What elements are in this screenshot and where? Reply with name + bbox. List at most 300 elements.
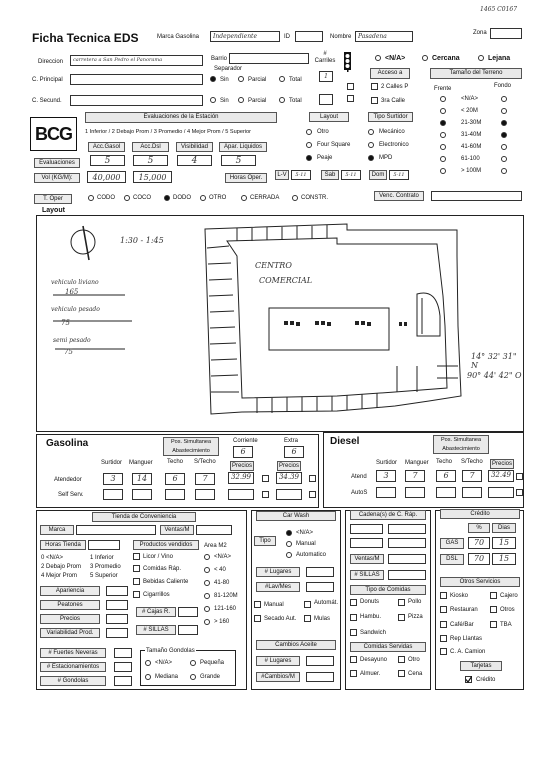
self-precio-1-field[interactable] <box>228 489 254 500</box>
self-manguer-field[interactable] <box>132 489 152 500</box>
lv-button[interactable]: L-V <box>275 170 289 180</box>
fuertes-neveras-field[interactable] <box>114 648 132 658</box>
restauran-label: Restauran <box>450 607 478 613</box>
gas-stecho-value[interactable]: 7 <box>195 473 215 485</box>
carwash-manual-label: Manual <box>296 541 316 547</box>
loc-na-radio[interactable] <box>375 55 381 61</box>
rep-llantas-checkbox[interactable] <box>440 635 447 642</box>
estacionamientos-field[interactable] <box>114 662 132 672</box>
frente-radio-6[interactable] <box>440 168 446 174</box>
dos-calles-label: 2 Calles P <box>381 84 409 90</box>
tba-checkbox[interactable] <box>490 621 497 628</box>
licor-checkbox[interactable] <box>133 553 140 560</box>
marca-field[interactable]: Independiente <box>210 31 280 42</box>
hambu-checkbox[interactable] <box>350 614 357 621</box>
otros-label: Otros <box>500 607 515 613</box>
fondo-radio-3[interactable] <box>501 132 507 138</box>
tienda-precios-button[interactable]: Precios <box>40 614 100 624</box>
carriles-label: # Carriles <box>314 51 336 64</box>
autos-label: AutoS <box>351 490 368 496</box>
carwash-automatico-label: Automatico <box>296 552 327 558</box>
tipo-surtidor-button[interactable]: Tipo Surtidor <box>368 112 413 122</box>
area-radio-4[interactable] <box>204 606 210 612</box>
nombre-field[interactable]: Pasadena <box>355 31 413 42</box>
secund-checkbox[interactable] <box>347 95 354 102</box>
gas-precio-1-checkbox[interactable] <box>262 475 269 482</box>
surtidor-mecanico-label: Mecánico <box>379 129 405 135</box>
carwash-na-label: <N/A> <box>296 530 314 536</box>
autos-precio-field[interactable] <box>488 487 514 498</box>
otro-label: Otro <box>408 657 420 663</box>
tipo-comidas-title: Tipo de Comidas <box>350 585 426 595</box>
apariencia-field[interactable] <box>106 586 128 596</box>
sec-total-label: Total <box>289 98 302 104</box>
dsl-stecho-value[interactable]: 7 <box>462 470 482 482</box>
terreno-option-label: < 20M <box>461 108 478 114</box>
dom-button[interactable]: Dom <box>369 170 387 180</box>
scale-superior: 5 Superior <box>90 573 118 579</box>
sec-parcial-radio[interactable] <box>238 97 244 103</box>
sep-sin-radio[interactable] <box>210 76 216 82</box>
dsl-button[interactable]: DSL <box>440 554 464 565</box>
atend-label: Atend <box>351 474 367 480</box>
ca-camion-checkbox[interactable] <box>440 648 447 655</box>
self-stecho-field[interactable] <box>195 489 215 500</box>
zona-field[interactable] <box>490 28 522 39</box>
sep-total-radio[interactable] <box>279 76 285 82</box>
apar-value[interactable]: 5 <box>221 155 256 166</box>
lav-mes-field[interactable] <box>306 582 334 592</box>
diesel-pos-sim: Pos. Simultanea Abastecimiento <box>433 435 489 454</box>
oper-radio-2[interactable] <box>164 195 170 201</box>
tienda-sillas-field[interactable] <box>178 625 198 635</box>
dsl-stecho-label: S/Techo <box>461 459 483 465</box>
dsl-dias-field[interactable]: 15 <box>492 553 516 565</box>
cw-secado-label: Secado Aut. <box>264 616 297 622</box>
cadena-field-1[interactable] <box>350 524 383 534</box>
variabilidad-field[interactable] <box>106 628 128 638</box>
cafe-bar-checkbox[interactable] <box>440 621 447 628</box>
autos-stecho-field[interactable] <box>462 487 482 498</box>
fondo-radio-2[interactable] <box>501 120 507 126</box>
cambios-mes-button[interactable]: #Cambios/M <box>256 672 300 682</box>
cw-manual-label: Manual <box>264 602 284 608</box>
bcg-logo: BCG <box>30 117 77 151</box>
frente-radio-3[interactable] <box>440 132 446 138</box>
frente-radio-4[interactable] <box>440 144 446 150</box>
layout-four-square-label: Four Square <box>317 142 351 148</box>
loc-na-label: <N/A> <box>385 55 406 62</box>
gas-techo-value[interactable]: 6 <box>165 473 185 485</box>
carwash-manual-radio[interactable] <box>286 541 292 547</box>
rep-llantas-label: Rep Llantas <box>450 636 483 642</box>
barrio-field[interactable] <box>229 53 309 64</box>
oper-radio-4[interactable] <box>241 195 247 201</box>
frente-radio-2[interactable] <box>440 120 446 126</box>
terreno-option-label: 41-60M <box>461 144 482 150</box>
dos-calles-checkbox[interactable] <box>371 83 378 90</box>
lav-mes-button[interactable]: #Lav/Mes <box>256 582 300 592</box>
gondola-mediana-radio[interactable] <box>145 674 151 680</box>
acc-gasol-value[interactable]: 5 <box>90 155 125 166</box>
extra-label: Extra <box>284 438 299 444</box>
vol-value-2[interactable]: 15,000 <box>133 171 172 183</box>
sketch-sp-count: 75 <box>64 348 73 356</box>
self-precio-2-field[interactable] <box>276 489 302 500</box>
gondolas-field[interactable] <box>114 676 132 686</box>
variabilidad-button[interactable]: Variabilidad Prod. <box>40 628 100 638</box>
corner-note: 1465 C0167 <box>480 6 518 13</box>
c-secund-field[interactable] <box>70 95 203 106</box>
gas-manguer-label: Manguer <box>129 460 153 466</box>
direccion-field[interactable]: carretera a San Pedro el Panorama <box>70 55 203 66</box>
layout-button[interactable]: Layout <box>309 112 349 122</box>
apar-liquidos-button[interactable]: Apar. Liquidos <box>219 142 267 152</box>
sab-value[interactable]: 5-11 <box>341 170 361 180</box>
carwash-na-radio[interactable] <box>286 530 292 536</box>
cadena-field-2[interactable] <box>388 524 426 534</box>
separador-label: Separador <box>214 66 243 72</box>
gas-pct-field[interactable]: 70 <box>468 537 490 549</box>
sketch-vp-count: 75 <box>61 319 70 327</box>
sketch-vehiculo-liviano: vehiculo liviano <box>51 279 99 286</box>
zona-label: Zona <box>473 30 487 36</box>
cadena-sillas-field[interactable] <box>388 570 426 580</box>
gondolas-button[interactable]: # Gondolas <box>40 676 106 686</box>
checkmark-icon <box>465 676 472 683</box>
sketch-vehiculo-pesado: vehiculo pesado <box>51 306 100 313</box>
cadena-field-4[interactable] <box>388 538 426 548</box>
tres-calle-checkbox[interactable] <box>371 97 378 104</box>
dsl-techo-label: Techo <box>436 459 453 465</box>
aceite-lugares-button[interactable]: # Lugares <box>256 656 300 666</box>
c-principal-label: C. Principal <box>32 77 63 83</box>
terreno-option-label: <N/A> <box>461 96 479 102</box>
restauran-checkbox[interactable] <box>440 606 447 613</box>
tienda-ventas-field[interactable] <box>196 525 232 535</box>
gas-precio-2[interactable]: 34.39 <box>276 472 302 484</box>
gas-techo-label: Techo <box>167 459 184 465</box>
desayuno-label: Desayuno <box>360 657 388 663</box>
gondola-pequena-radio[interactable] <box>190 660 196 666</box>
self-precio-1-checkbox[interactable] <box>262 491 269 498</box>
licor-label: Licor / Vino <box>143 554 173 560</box>
layout-section-label: Layout <box>42 207 65 214</box>
evaluaciones-button[interactable]: Evaluaciones <box>34 158 80 168</box>
dsl-precio-checkbox[interactable] <box>516 473 523 480</box>
autos-surtidor-field[interactable] <box>376 487 396 498</box>
dias-header: Dias <box>492 523 516 533</box>
evaluaciones-legend: 1 Inferior / 2 Debajo Prom / 3 Promedio / 4 Mejor Prom / 5 Superior <box>85 129 252 135</box>
loc-lejana-radio[interactable] <box>478 55 484 61</box>
diesel-title: Diesel <box>330 436 360 447</box>
credito-title: Crédito <box>440 509 520 519</box>
sketch-comercial: COMERCIAL <box>259 276 313 285</box>
area-option-label: <N/A> <box>214 554 232 560</box>
sandwich-checkbox[interactable] <box>350 629 357 636</box>
oper-radio-1[interactable] <box>124 195 130 201</box>
scale-debajo: 2 Debajo Prom <box>41 564 82 570</box>
dsl-manguer-label: Manguer <box>405 460 429 466</box>
terreno-option-label: 31-40M <box>461 132 482 138</box>
sep-parcial-label: Parcial <box>248 77 267 83</box>
visibilidad-value[interactable]: 4 <box>177 155 212 166</box>
layout-otro-radio[interactable] <box>306 129 312 135</box>
donuts-label: Donuts <box>360 599 380 605</box>
venc-contrato-field[interactable] <box>431 191 522 201</box>
calles-checkbox[interactable] <box>347 83 354 90</box>
id-field[interactable] <box>295 31 323 42</box>
cajas-field[interactable] <box>178 607 198 617</box>
autos-precio-checkbox[interactable] <box>516 489 523 496</box>
surtidor-mpd-label: MPD <box>379 155 393 161</box>
layout-sketch-area <box>36 215 524 432</box>
oper-option-label: CONSTR. <box>301 195 328 201</box>
credito-card-checkbox[interactable] <box>465 676 472 683</box>
scale-mejor: 4 Mejor Prom <box>41 573 78 579</box>
tamano-gondolas-label: Tamaño Gondolas <box>146 648 195 654</box>
self-serv-label: Self Serv. <box>58 492 84 498</box>
tienda-title: Tienda de Conveniencia <box>92 512 196 522</box>
cadena-ventas-button[interactable]: Ventas/M <box>350 554 384 564</box>
cena-checkbox[interactable] <box>398 670 405 677</box>
almuer-checkbox[interactable] <box>350 670 357 677</box>
comidas-servidas-title: Comidas Servidas <box>350 642 426 652</box>
gas-precio-1[interactable]: 32.99 <box>228 472 254 484</box>
dsl-surtidor-label: Surtidor <box>376 460 398 466</box>
fuertes-neveras-button[interactable]: # Fuertes Neveras <box>40 648 106 658</box>
fondo-radio-1[interactable] <box>501 108 507 114</box>
dsl-techo-value[interactable]: 6 <box>436 470 456 482</box>
cajero-checkbox[interactable] <box>490 592 497 599</box>
layout-peaje-radio[interactable] <box>306 155 312 161</box>
area-radio-5[interactable] <box>204 619 210 625</box>
gas-button[interactable]: GAS <box>440 538 464 549</box>
fondo-radio-0[interactable] <box>501 96 507 102</box>
desayuno-checkbox[interactable] <box>350 656 357 663</box>
ca-camion-label: C. A. Camion <box>450 649 486 655</box>
terreno-option-label: 61-100 <box>461 156 480 162</box>
dsl-surtidor-value[interactable]: 3 <box>376 470 396 482</box>
dsl-precio[interactable]: 32.49 <box>488 470 514 482</box>
cw-secado-checkbox[interactable] <box>254 615 261 622</box>
acc-gasol-button[interactable]: Acc.Gasol <box>88 142 125 152</box>
cw-manual-checkbox[interactable] <box>254 601 261 608</box>
terreno-option-label: > 100M <box>461 168 482 174</box>
cambios-mes-field[interactable] <box>306 672 334 682</box>
sep-parcial-radio[interactable] <box>238 76 244 82</box>
pollo-label: Pollo <box>408 599 422 605</box>
gondola-na-radio[interactable] <box>145 660 151 666</box>
acc-dsl-button[interactable]: Acc.Dsl <box>132 142 169 152</box>
gondola-grande-radio[interactable] <box>190 674 196 680</box>
tres-calle-label: 3ra Calle <box>381 98 406 104</box>
oper-option-label: COCO <box>133 195 151 201</box>
frente-radio-1[interactable] <box>440 108 446 114</box>
autos-techo-field[interactable] <box>436 487 456 498</box>
carriles-field[interactable]: 1 <box>319 71 333 82</box>
vol-value-1[interactable]: 40,000 <box>87 171 126 183</box>
gas-precio-2-checkbox[interactable] <box>309 475 316 482</box>
self-precio-2-checkbox[interactable] <box>309 491 316 498</box>
productos-button[interactable]: Productos vendidos <box>133 540 199 550</box>
extra-value[interactable]: 6 <box>284 446 304 458</box>
carwash-lugares-button[interactable]: # Lugares <box>256 567 300 577</box>
autos-manguer-field[interactable] <box>405 487 425 498</box>
cadena-field-3[interactable] <box>350 538 383 548</box>
carwash-title: Car Wash <box>256 511 336 521</box>
aceite-lugares-field[interactable] <box>306 656 334 666</box>
layout-otro-label: Otro <box>317 129 329 135</box>
oper-radio-3[interactable] <box>200 195 206 201</box>
peatones-button[interactable]: Peatones <box>40 600 100 610</box>
dsl-pct-field[interactable]: 70 <box>468 553 490 565</box>
self-techo-field[interactable] <box>165 489 185 500</box>
dsl-manguer-value[interactable]: 7 <box>405 470 425 482</box>
cambios-aceite-title: Cambios Aceite <box>256 640 336 650</box>
peatones-field[interactable] <box>106 600 128 610</box>
almuer-label: Almuer. <box>360 671 381 677</box>
frente-radio-5[interactable] <box>440 156 446 162</box>
cw-automat-label: Automát. <box>314 600 339 606</box>
apariencia-button[interactable]: Apariencia <box>40 586 100 596</box>
fondo-radio-5[interactable] <box>501 156 507 162</box>
cigarrillos-checkbox[interactable] <box>133 591 140 598</box>
gondola-pequena-label: Pequeña <box>200 660 225 666</box>
id-label: ID <box>284 34 290 40</box>
cafe-bar-label: Café/Bar <box>450 622 474 628</box>
layout-four-square-radio[interactable] <box>306 142 312 148</box>
area-radio-0[interactable] <box>204 554 210 560</box>
loc-lejana-label: Lejana <box>488 55 511 62</box>
loc-cercana-label: Cercana <box>432 55 460 62</box>
fondo-radio-4[interactable] <box>501 144 507 150</box>
tamano-gondolas-group <box>140 650 236 686</box>
pollo-checkbox[interactable] <box>398 599 405 606</box>
fondo-radio-6[interactable] <box>501 168 507 174</box>
carriles2-field[interactable] <box>319 94 333 105</box>
gas-surtidor-label: Surtidor <box>101 460 123 466</box>
surtidor-mpd-radio[interactable] <box>368 155 374 161</box>
t-oper-button[interactable]: T. Oper <box>34 194 72 204</box>
carwash-automatico-radio[interactable] <box>286 552 292 558</box>
area-label: Area M2 <box>204 543 227 549</box>
vol-button[interactable]: Vol (KG/M): <box>34 173 80 183</box>
horas-tienda-field[interactable] <box>88 540 120 550</box>
oper-option-label: DODO <box>173 195 191 201</box>
carwash-tipo-button[interactable]: Tipo <box>254 536 276 546</box>
sec-total-radio[interactable] <box>279 97 285 103</box>
area-option-label: < 40 <box>214 567 226 573</box>
layout-peaje-label: Peaje <box>317 155 333 161</box>
surtidor-electronico-label: Electronico <box>379 142 409 148</box>
cw-automat-checkbox[interactable] <box>304 601 311 608</box>
oper-radio-0[interactable] <box>88 195 94 201</box>
oper-option-label: OTRO <box>209 195 227 201</box>
sec-sin-label: Sin <box>220 98 229 104</box>
nombre-label: Nombre <box>330 34 352 40</box>
kiosko-label: Kiosko <box>450 593 469 599</box>
cigarrillos-label: Cigarrillos <box>143 592 170 598</box>
estacionamientos-button[interactable]: # Estacionamientos <box>40 662 106 672</box>
gas-dias-field[interactable]: 15 <box>492 537 516 549</box>
venc-contrato-button[interactable]: Venc. Contrato <box>374 191 424 201</box>
frente-radio-0[interactable] <box>440 96 446 102</box>
otros-checkbox[interactable] <box>490 606 497 613</box>
atendedor-label: Atendedor <box>54 477 82 483</box>
loc-cercana-radio[interactable] <box>422 55 428 61</box>
cadenas-title: Cadena(s) de C. Ráp. <box>350 510 426 520</box>
area-radio-2[interactable] <box>204 580 210 586</box>
gas-manguer-value[interactable]: 14 <box>132 473 152 485</box>
tienda-marca-field[interactable] <box>76 525 156 535</box>
sketch-coord-n: 14° 32' 31" N <box>471 352 517 370</box>
otros-servicios-title: Otros Servicios <box>440 577 520 587</box>
cajero-label: Cajero <box>500 593 518 599</box>
kiosko-checkbox[interactable] <box>440 592 447 599</box>
area-radio-1[interactable] <box>204 567 210 573</box>
gasolina-pos-sim: Pos. Simultanea Abastecimiento <box>163 437 219 456</box>
acceso-button[interactable]: Acceso a <box>370 68 410 79</box>
self-surtidor-field[interactable] <box>103 489 123 500</box>
cadena-ventas-field[interactable] <box>388 554 426 564</box>
sab-button[interactable]: Sab <box>321 170 339 180</box>
bebidas-checkbox[interactable] <box>133 578 140 585</box>
surtidor-electronico-radio[interactable] <box>368 142 374 148</box>
corriente-value[interactable]: 6 <box>233 446 253 458</box>
pizza-checkbox[interactable] <box>398 614 405 621</box>
otro-checkbox[interactable] <box>398 656 405 663</box>
tienda-marca-button[interactable]: Marca <box>40 525 74 535</box>
tienda-ventas-button[interactable]: Ventas/M <box>160 525 194 535</box>
cajas-button[interactable]: # Cajas R. <box>136 607 176 617</box>
gas-surtidor-value[interactable]: 3 <box>103 473 123 485</box>
frente-label: Frente <box>434 86 452 92</box>
carwash-lugares-field[interactable] <box>306 567 334 577</box>
lv-value[interactable]: 5-11 <box>291 170 311 180</box>
sep-sin-label: Sin <box>220 77 229 83</box>
bebidas-label: Bebidas Caliente <box>143 579 189 585</box>
tarjetas-title: Tarjetas <box>460 661 502 671</box>
sep-total-label: Total <box>289 77 302 83</box>
visibilidad-button[interactable]: Visibilidad <box>176 142 213 152</box>
cadena-sillas-button[interactable]: # SILLAS <box>350 570 384 580</box>
horas-oper-button[interactable]: Horas Oper. <box>225 173 267 183</box>
c-principal-field[interactable] <box>70 74 203 85</box>
gas-stecho-label: S/Techo <box>194 459 216 465</box>
horas-tienda-button[interactable]: Horas Tienda <box>40 540 86 550</box>
dom-value[interactable]: 5-11 <box>389 170 409 180</box>
comidas-checkbox[interactable] <box>133 565 140 572</box>
area-radio-3[interactable] <box>204 593 210 599</box>
sec-sin-radio[interactable] <box>210 97 216 103</box>
sandwich-label: Sandwich <box>360 630 387 636</box>
terreno-title: Tamaño del Terreno <box>430 68 522 79</box>
tienda-precios-field[interactable] <box>106 614 128 624</box>
evaluaciones-title: Evaluaciones de la Estación <box>85 112 277 123</box>
donuts-checkbox[interactable] <box>350 599 357 606</box>
corriente-label: Corriente <box>233 438 258 444</box>
surtidor-mecanico-radio[interactable] <box>368 129 374 135</box>
oper-option-label: CODO <box>97 195 115 201</box>
oper-radio-5[interactable] <box>292 195 298 201</box>
oper-option-label: CERRADA <box>250 195 280 201</box>
cw-mulas-checkbox[interactable] <box>304 615 311 622</box>
tienda-sillas-button[interactable]: # SILLAS <box>136 625 176 635</box>
acc-dsl-value[interactable]: 5 <box>133 155 168 166</box>
site-sketch-drawing <box>37 216 523 431</box>
sketch-semi-pesado: semi pesado <box>53 337 91 344</box>
